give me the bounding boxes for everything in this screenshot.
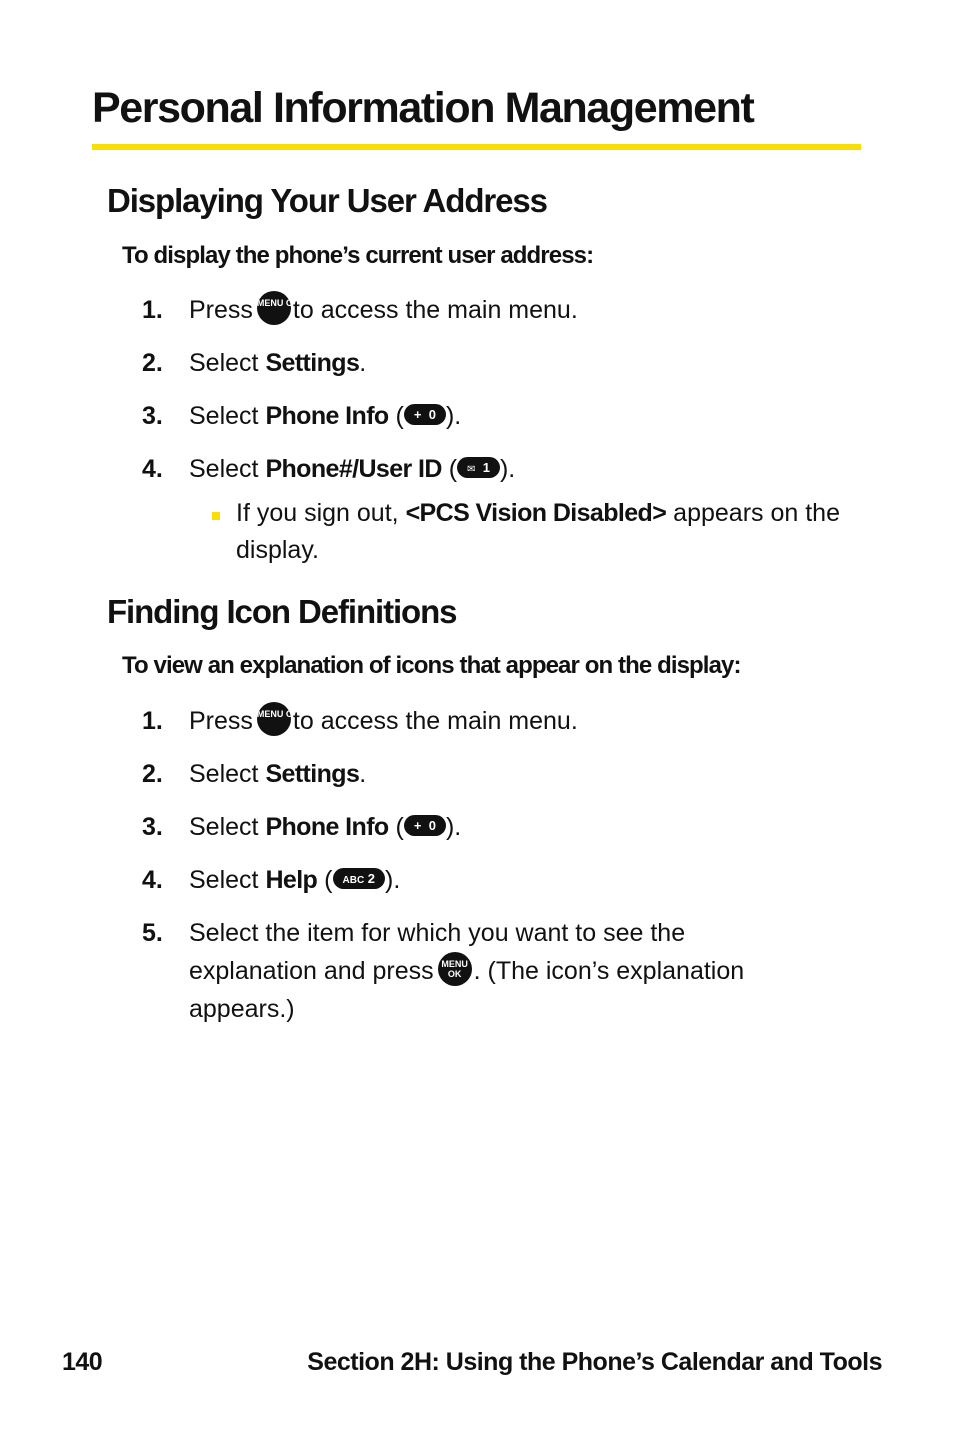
plus-zero-key-icon: + 0 xyxy=(404,404,446,425)
step-number: 2. xyxy=(142,760,163,788)
plus-zero-key-icon: + 0 xyxy=(404,815,446,836)
menu-ok-key-icon: MENU OK xyxy=(438,952,472,986)
step-text: Select Phone Info ( + 0 ). xyxy=(189,402,462,430)
title-underline xyxy=(92,144,861,150)
step-number: 1. xyxy=(142,296,163,324)
step-number: 1. xyxy=(142,707,163,735)
section-intro: To display the phone’s current user address: xyxy=(122,242,594,269)
step-number: 5. xyxy=(142,919,163,947)
step-number: 2. xyxy=(142,349,163,377)
step-text: Press MENU OKto access the main menu. xyxy=(189,291,578,329)
step-number: 4. xyxy=(142,866,163,894)
step-text: Select Help ( ABC 2 ). xyxy=(189,866,401,894)
section-intro: To view an explanation of icons that appear on the display: xyxy=(122,652,741,679)
footer-section-title: Section 2H: Using the Phone’s Calendar and Tools xyxy=(307,1348,882,1376)
step-text: Select Phone Info ( + 0 ). xyxy=(189,813,462,841)
menu-ok-key-icon: MENU OK xyxy=(257,702,291,736)
abc-two-key-icon: ABC 2 xyxy=(333,868,386,889)
step-number: 3. xyxy=(142,402,163,430)
bullet-note: If you sign out, <PCS Vision Disabled> appears on the display. xyxy=(236,499,840,564)
page-title: Personal Information Management xyxy=(92,84,754,132)
page-number: 140 xyxy=(62,1348,103,1376)
step-text: Select Settings. xyxy=(189,349,367,377)
step-number: 3. xyxy=(142,813,163,841)
step-text: Select Settings. xyxy=(189,760,367,788)
step-number: 4. xyxy=(142,455,163,483)
section-heading-icon-definitions: Finding Icon Definitions xyxy=(107,593,457,630)
menu-ok-key-icon: MENU OK xyxy=(257,291,291,325)
section-heading-user-address: Displaying Your User Address xyxy=(107,182,547,219)
step-text: Press MENU OKto access the main menu. xyxy=(189,702,578,740)
envelope-one-key-icon: ✉ 1 xyxy=(457,457,500,478)
step-text: Select the item for which you want to see the explanation and press MENU OK . (The icon’s explanation appears.) xyxy=(189,919,745,1023)
bullet-square-icon xyxy=(212,512,220,520)
step-text: Select Phone#/User ID ( ✉ 1 ). xyxy=(189,455,516,483)
